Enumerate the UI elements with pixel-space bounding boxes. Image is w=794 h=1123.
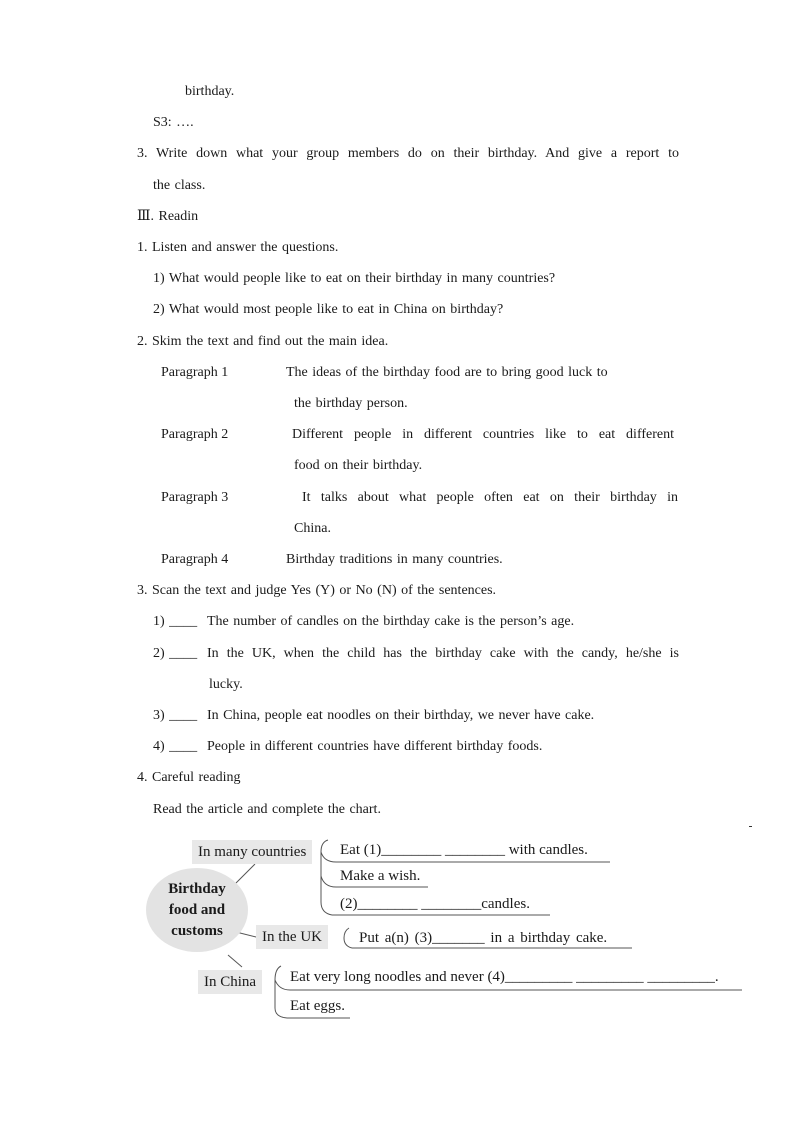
uk-box: In the UK bbox=[256, 925, 328, 949]
judge-sentence: In China, people eat noodles on their birthday, we never have cake. bbox=[207, 708, 595, 723]
chart-center-node bbox=[146, 868, 248, 952]
paragraph-idea-cont: China. bbox=[294, 521, 331, 536]
judge-number: 4) ____ bbox=[153, 739, 198, 754]
judge-number: 1) ____ bbox=[153, 614, 198, 629]
many-countries-box: In many countries bbox=[192, 840, 312, 864]
paragraph-label: Paragraph 4 bbox=[161, 552, 229, 567]
paragraph-idea: Different people in different countries like to eat different bbox=[292, 427, 674, 442]
question-4-instruction: Read the article and complete the chart. bbox=[153, 802, 381, 817]
chart-item: Make a wish. bbox=[340, 868, 421, 884]
paragraph-idea-cont: food on their birthday. bbox=[294, 458, 423, 473]
task-3-cont: the class. bbox=[153, 178, 206, 193]
paragraph-label: Paragraph 2 bbox=[161, 427, 229, 442]
judge-sentence-cont: lucky. bbox=[209, 677, 243, 692]
question-1-1: 1) What would people like to eat on their birthday in many countries? bbox=[153, 271, 556, 286]
center-line: food and bbox=[168, 901, 226, 918]
chart-item: Eat very long noodles and never (4)_________ _________ _________. bbox=[290, 969, 719, 985]
section-title: Ⅲ. Readin bbox=[137, 209, 199, 224]
center-line: customs bbox=[171, 922, 223, 939]
china-box: In China bbox=[198, 970, 262, 994]
brace bbox=[321, 840, 332, 915]
question-3: 3. Scan the text and judge Yes (Y) or No (N) of the sentences. bbox=[137, 583, 497, 598]
judge-sentence: In the UK, when the child has the birthday cake with the candy, he/she is bbox=[207, 646, 679, 661]
margin-mark bbox=[749, 826, 752, 827]
chart-item: Eat eggs. bbox=[290, 998, 345, 1014]
connector-line bbox=[228, 955, 242, 967]
chart-item: (2)________ ________candles. bbox=[340, 896, 530, 912]
question-2: 2. Skim the text and find out the main idea. bbox=[137, 334, 389, 349]
judge-number: 3) ____ bbox=[153, 708, 198, 723]
brace bbox=[344, 928, 352, 948]
continued-text: birthday. bbox=[185, 84, 235, 99]
center-line: Birthday bbox=[168, 880, 226, 897]
chart-item: Eat (1)________ ________ with candles. bbox=[340, 842, 588, 858]
student-3-line: S3: …. bbox=[153, 115, 194, 130]
judge-number: 2) ____ bbox=[153, 646, 198, 661]
brace bbox=[321, 852, 336, 862]
paragraph-idea-cont: the birthday person. bbox=[294, 396, 408, 411]
task-3: 3. Write down what your group members do on their birthday. And give a report to bbox=[137, 146, 679, 161]
brace bbox=[321, 876, 336, 887]
brace bbox=[275, 980, 290, 990]
question-1: 1. Listen and answer the questions. bbox=[137, 240, 339, 255]
paragraph-label: Paragraph 3 bbox=[161, 490, 229, 505]
paragraph-label: Paragraph 1 bbox=[161, 365, 229, 380]
paragraph-idea: It talks about what people often eat on their birthday in bbox=[302, 490, 678, 505]
chart-item: Put a(n) (3)_______ in a birthday cake. bbox=[359, 930, 608, 946]
brace bbox=[275, 966, 287, 1018]
judge-sentence: The number of candles on the birthday cake is the person’s age. bbox=[207, 614, 575, 629]
paragraph-idea: The ideas of the birthday food are to bring good luck to bbox=[286, 365, 608, 380]
question-1-2: 2) What would most people like to eat in China on birthday? bbox=[153, 302, 504, 317]
question-4: 4. Careful reading bbox=[137, 770, 241, 785]
paragraph-idea: Birthday traditions in many countries. bbox=[286, 552, 503, 567]
judge-sentence: People in different countries have different birthday foods. bbox=[207, 739, 543, 754]
